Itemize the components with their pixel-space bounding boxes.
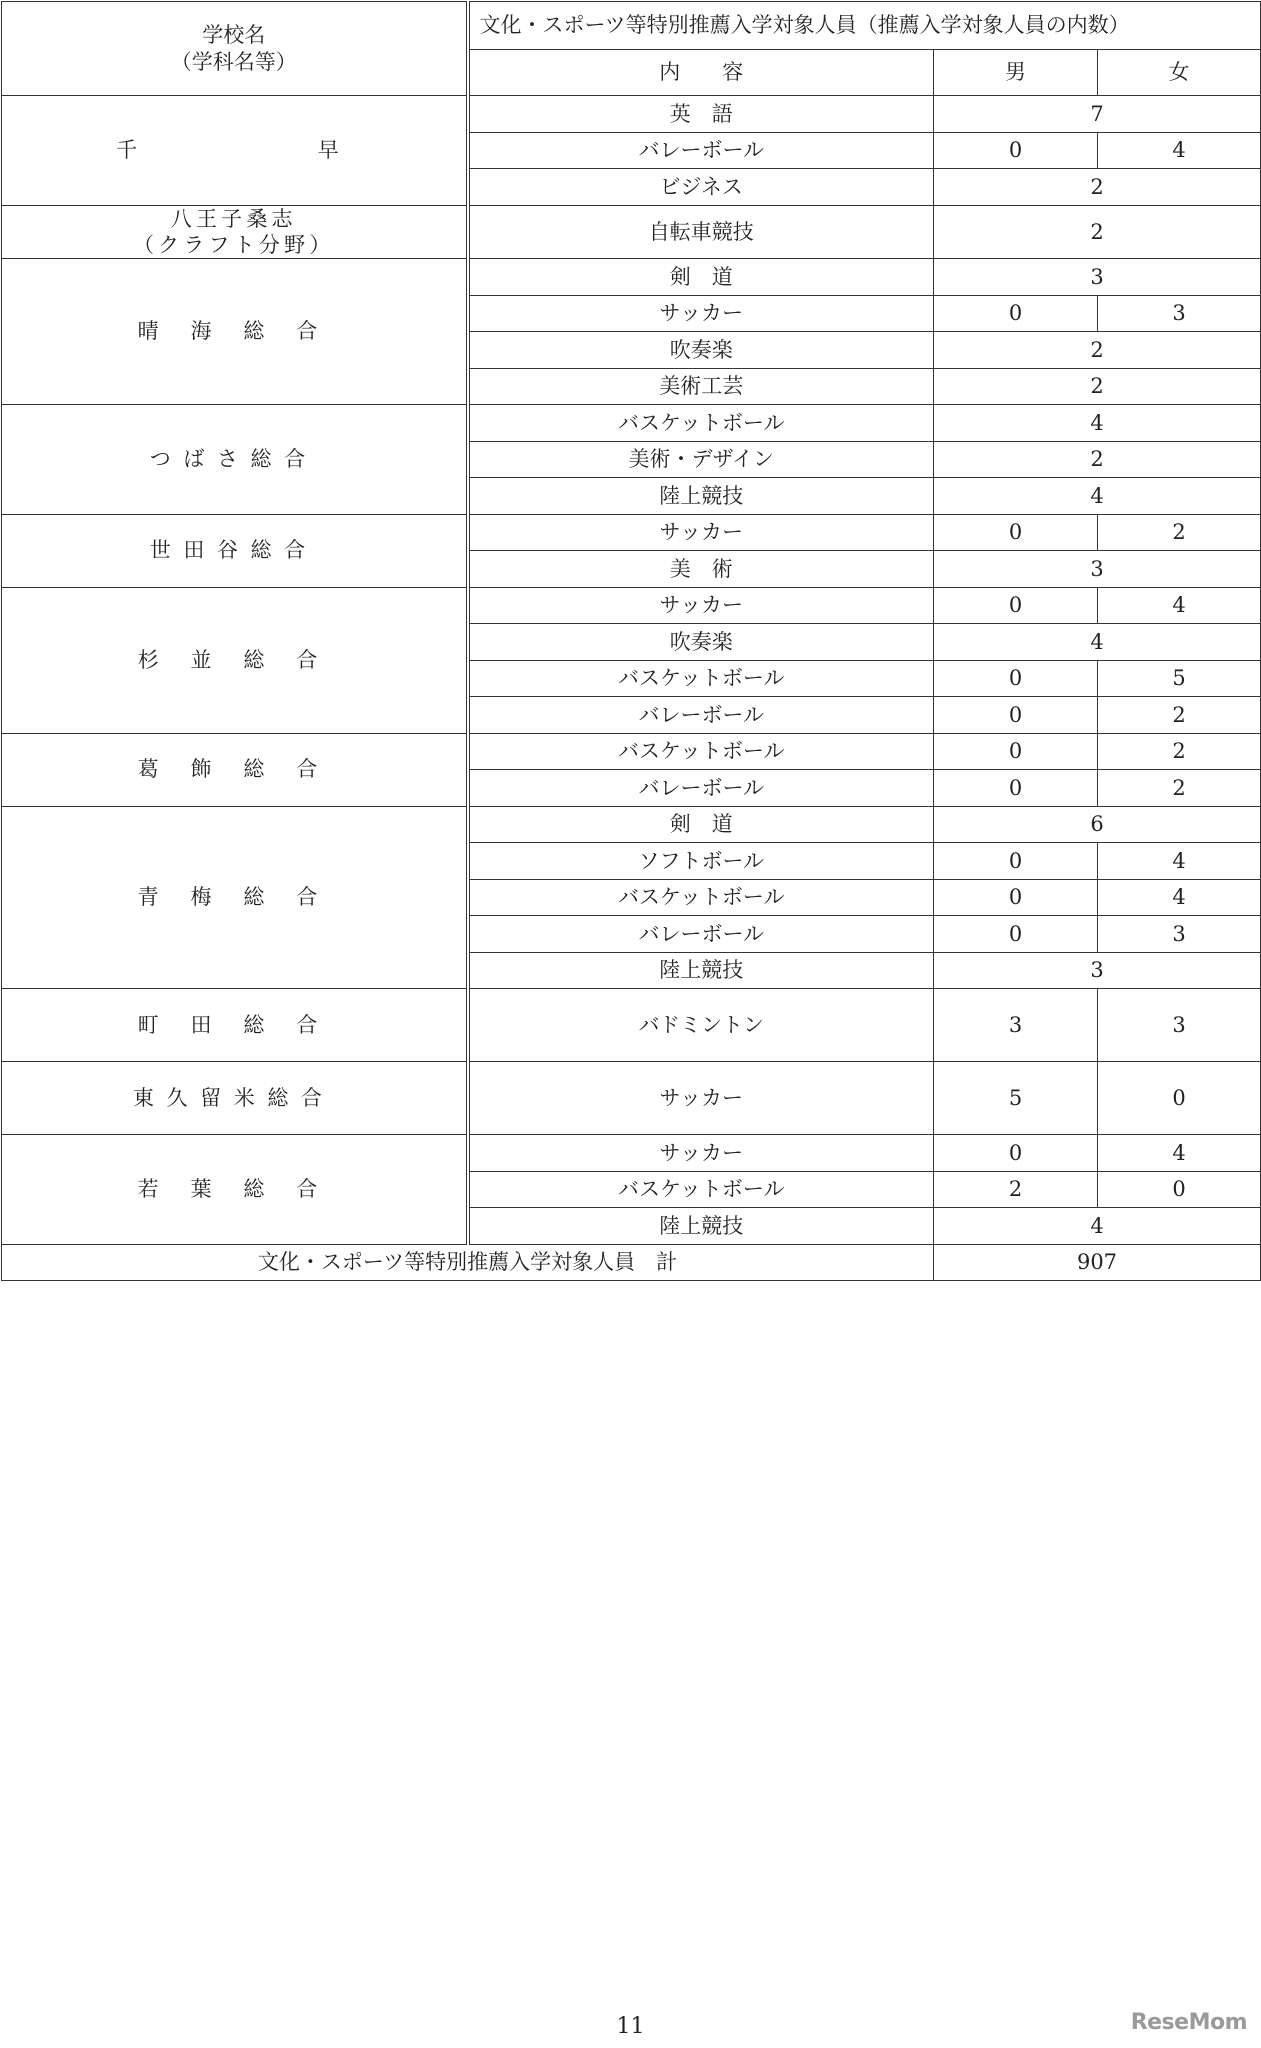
table-row	[2, 405, 1261, 442]
table-title: 文化・スポーツ等特別推薦入学対象人員（推薦入学対象人員の内数）	[468, 2, 1261, 50]
male-count-cell: 0	[934, 587, 1098, 624]
content-cell: サッカー	[468, 295, 934, 332]
recommendation-table	[1, 1, 1261, 1281]
female-count-cell: 0	[1098, 1171, 1261, 1208]
male-count-cell: 0	[934, 916, 1098, 953]
content-cell: サッカー	[468, 1062, 934, 1135]
resemom-logo: ReseMom	[1130, 2010, 1247, 2035]
table-row	[2, 1135, 1261, 1172]
table-row	[2, 514, 1261, 551]
female-count-cell: 4	[1098, 587, 1261, 624]
content-cell: バスケットボール	[468, 879, 934, 916]
female-count-cell: 5	[1098, 660, 1261, 697]
male-column-header: 男	[934, 50, 1098, 96]
content-cell: 自転車競技	[468, 205, 934, 259]
female-count-cell: 0	[1098, 1062, 1261, 1135]
school-name-cell	[2, 514, 468, 587]
content-cell: 陸上競技	[468, 952, 934, 989]
school-subname: （クラフト分野）	[132, 232, 335, 257]
school-column-sublabel: （学科名等）	[170, 49, 297, 74]
school-name: 八王子桑志	[170, 206, 297, 231]
male-count-cell: 3	[934, 989, 1098, 1062]
content-cell: 美術工芸	[468, 368, 934, 405]
female-count-cell: 3	[1098, 989, 1261, 1062]
female-count-cell: 2	[1098, 770, 1261, 807]
school-name-cell	[2, 587, 468, 733]
school-column-label: 学校名	[202, 23, 266, 48]
school-name: 葛 飾 総 合	[137, 757, 330, 782]
combined-count-cell: 2	[934, 332, 1261, 369]
combined-count-cell: 2	[934, 205, 1261, 259]
content-cell: バレーボール	[468, 770, 934, 807]
content-cell: サッカー	[468, 587, 934, 624]
combined-count-cell: 3	[934, 952, 1261, 989]
male-count-cell: 0	[934, 733, 1098, 770]
header-row-1	[2, 2, 1261, 50]
male-count-cell: 2	[934, 1171, 1098, 1208]
combined-count-cell: 4	[934, 1208, 1261, 1245]
content-cell: 剣 道	[468, 806, 934, 843]
school-name: 千 早	[116, 138, 352, 163]
content-cell: サッカー	[468, 514, 934, 551]
table-row	[2, 806, 1261, 843]
male-count-cell: 0	[934, 514, 1098, 551]
combined-count-cell: 6	[934, 806, 1261, 843]
school-name: 杉 並 総 合	[137, 647, 330, 672]
combined-count-cell: 2	[934, 169, 1261, 206]
school-name: 世田谷総合	[149, 538, 318, 563]
table-row	[2, 733, 1261, 770]
school-name-cell	[2, 989, 468, 1062]
female-count-cell: 2	[1098, 697, 1261, 734]
content-cell: バレーボール	[468, 132, 934, 169]
school-header-cell	[2, 2, 468, 96]
female-column-header: 女	[1098, 50, 1261, 96]
male-count-cell: 5	[934, 1062, 1098, 1135]
school-name: 東久留米総合	[132, 1085, 335, 1110]
female-count-cell: 2	[1098, 733, 1261, 770]
male-count-cell: 0	[934, 697, 1098, 734]
combined-count-cell: 7	[934, 96, 1261, 133]
combined-count-cell: 2	[934, 368, 1261, 405]
male-count-cell: 0	[934, 843, 1098, 880]
male-count-cell: 0	[934, 132, 1098, 169]
content-cell: バスケットボール	[468, 733, 934, 770]
school-name-cell	[2, 205, 468, 259]
content-cell: ソフトボール	[468, 843, 934, 880]
male-count-cell: 0	[934, 295, 1098, 332]
content-cell: 吹奏楽	[468, 624, 934, 661]
combined-count-cell: 3	[934, 259, 1261, 296]
content-cell: 陸上競技	[468, 478, 934, 515]
combined-count-cell: 4	[934, 405, 1261, 442]
male-count-cell: 0	[934, 879, 1098, 916]
content-cell: バスケットボール	[468, 660, 934, 697]
content-cell: 美術・デザイン	[468, 441, 934, 478]
content-cell: ビジネス	[468, 169, 934, 206]
content-cell: バスケットボール	[468, 1171, 934, 1208]
school-name: 町 田 総 合	[137, 1012, 330, 1037]
male-count-cell: 0	[934, 660, 1098, 697]
combined-count-cell: 3	[934, 551, 1261, 588]
school-name-cell	[2, 96, 468, 206]
table-row	[2, 259, 1261, 296]
total-row	[2, 1244, 1261, 1280]
total-label: 文化・スポーツ等特別推薦入学対象人員 計	[2, 1244, 934, 1280]
content-cell: 英 語	[468, 96, 934, 133]
table-row	[2, 1062, 1261, 1135]
content-cell: バレーボール	[468, 916, 934, 953]
school-name-cell	[2, 259, 468, 405]
combined-count-cell: 4	[934, 624, 1261, 661]
combined-count-cell: 4	[934, 478, 1261, 515]
female-count-cell: 4	[1098, 132, 1261, 169]
school-name: 晴 海 総 合	[137, 319, 330, 344]
table-row	[2, 96, 1261, 133]
school-name-cell	[2, 1135, 468, 1245]
female-count-cell: 4	[1098, 879, 1261, 916]
school-name-cell	[2, 405, 468, 515]
male-count-cell: 0	[934, 1135, 1098, 1172]
table-row	[2, 205, 1261, 259]
content-cell: バレーボール	[468, 697, 934, 734]
content-cell: 剣 道	[468, 259, 934, 296]
school-name: 青 梅 総 合	[137, 885, 330, 910]
content-cell: 陸上競技	[468, 1208, 934, 1245]
content-cell: バドミントン	[468, 989, 934, 1062]
male-count-cell: 0	[934, 770, 1098, 807]
table-row	[2, 587, 1261, 624]
school-name-cell	[2, 1062, 468, 1135]
combined-count-cell: 2	[934, 441, 1261, 478]
content-cell: 吹奏楽	[468, 332, 934, 369]
school-name: つばさ総合	[149, 447, 318, 472]
content-cell: バスケットボール	[468, 405, 934, 442]
content-column-header: 内 容	[468, 50, 934, 96]
school-name-cell	[2, 733, 468, 806]
content-cell: サッカー	[468, 1135, 934, 1172]
table-row	[2, 989, 1261, 1062]
page-number: 11	[616, 2014, 645, 2039]
female-count-cell: 4	[1098, 843, 1261, 880]
school-name-cell	[2, 806, 468, 989]
school-name: 若 葉 総 合	[137, 1177, 330, 1202]
female-count-cell: 3	[1098, 295, 1261, 332]
total-value: 907	[934, 1244, 1261, 1280]
female-count-cell: 2	[1098, 514, 1261, 551]
content-cell: 美 術	[468, 551, 934, 588]
female-count-cell: 3	[1098, 916, 1261, 953]
female-count-cell: 4	[1098, 1135, 1261, 1172]
